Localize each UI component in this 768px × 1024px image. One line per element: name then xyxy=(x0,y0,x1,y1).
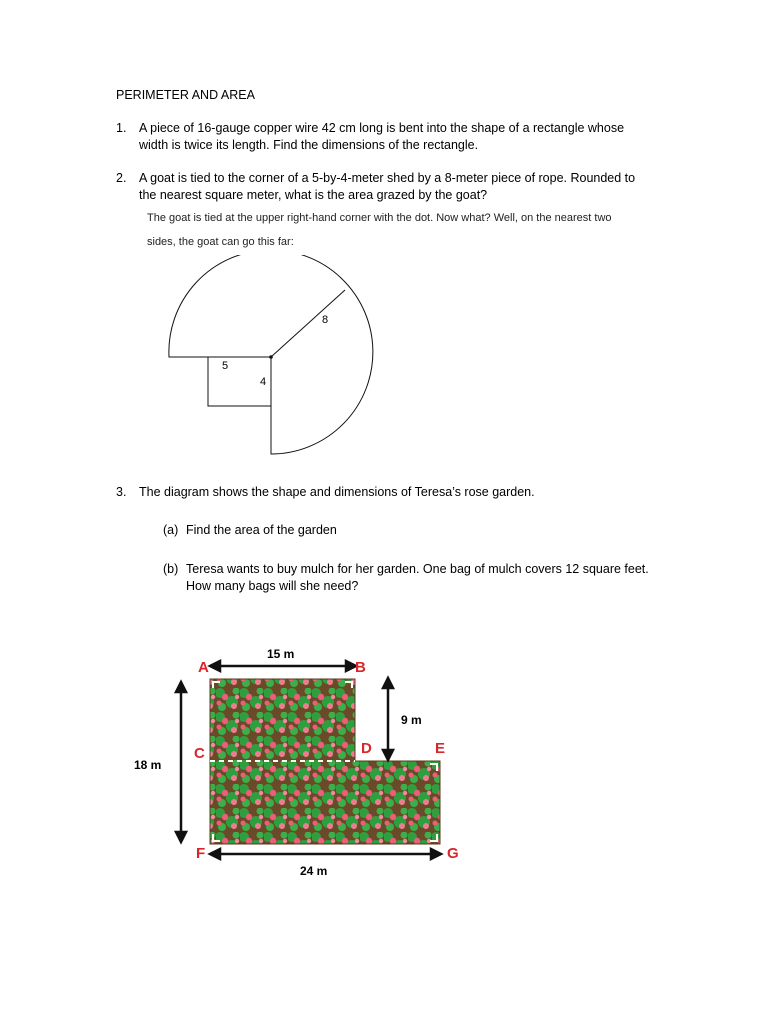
garden-shape xyxy=(210,679,440,844)
arrowhead xyxy=(383,678,393,688)
shed-width-label: 5 xyxy=(222,360,229,372)
arrowhead xyxy=(210,661,220,671)
note-line: sides, the goat can go this far: xyxy=(147,236,294,248)
arrowhead xyxy=(431,849,441,859)
point-label-d: D xyxy=(361,740,372,757)
arrowhead xyxy=(176,832,186,842)
question-text-line: the nearest square meter, what is the area grazed by the goat? xyxy=(139,188,488,202)
solution-note xyxy=(147,206,667,254)
point-label-g: G xyxy=(447,845,459,862)
question-text-line: The diagram shows the shape and dimensions of Teresa’s rose garden. xyxy=(139,485,535,499)
question-text-line: A piece of 16-gauge copper wire 42 cm long is bent into the shape of a rectangle whose xyxy=(139,121,625,135)
question-number: 3. xyxy=(116,485,127,499)
part-label: (b) xyxy=(163,562,179,576)
dimension-label-bottom: 24 m xyxy=(300,864,328,878)
grazing-arc xyxy=(169,255,373,454)
point-label-a: A xyxy=(198,659,209,676)
part-text-line: How many bags will she need? xyxy=(186,579,359,593)
question-3 xyxy=(116,484,716,504)
dimension-label-top: 15 m xyxy=(267,647,295,661)
point-label-b: B xyxy=(355,659,366,676)
garden-diagram xyxy=(120,640,480,890)
page-title: PERIMETER AND AREA xyxy=(116,88,255,102)
rope-length-label: 8 xyxy=(322,314,329,326)
arrowhead xyxy=(176,682,186,692)
arrowhead xyxy=(383,750,393,760)
rope-line xyxy=(271,290,345,357)
question-number: 1. xyxy=(116,121,127,135)
question-1 xyxy=(116,120,716,160)
goat-diagram xyxy=(160,255,390,465)
question-number: 2. xyxy=(116,171,127,185)
note-line: The goat is tied at the upper right-hand corner with the dot. Now what? Well, on the nearest two xyxy=(147,212,612,224)
tie-dot xyxy=(269,355,273,359)
part-label: (a) xyxy=(163,523,179,537)
point-label-e: E xyxy=(435,740,446,757)
shed-height-label: 4 xyxy=(260,376,267,388)
part-text-line: Teresa wants to buy mulch for her garden. One bag of mulch covers 12 square feet. xyxy=(186,562,649,576)
part-text-line: Find the area of the garden xyxy=(186,523,337,537)
dimension-label-left: 18 m xyxy=(134,758,162,772)
question-2 xyxy=(116,170,716,210)
arrowhead xyxy=(210,849,220,859)
point-label-f: F xyxy=(196,845,206,862)
question-text-line: width is twice its length. Find the dimensions of the rectangle. xyxy=(139,138,479,152)
question-text-line: A goat is tied to the corner of a 5-by-4-meter shed by a 8-meter piece of rope. Rounded to xyxy=(139,171,636,185)
dimension-label-step: 9 m xyxy=(401,713,422,727)
point-label-c: C xyxy=(194,745,205,762)
